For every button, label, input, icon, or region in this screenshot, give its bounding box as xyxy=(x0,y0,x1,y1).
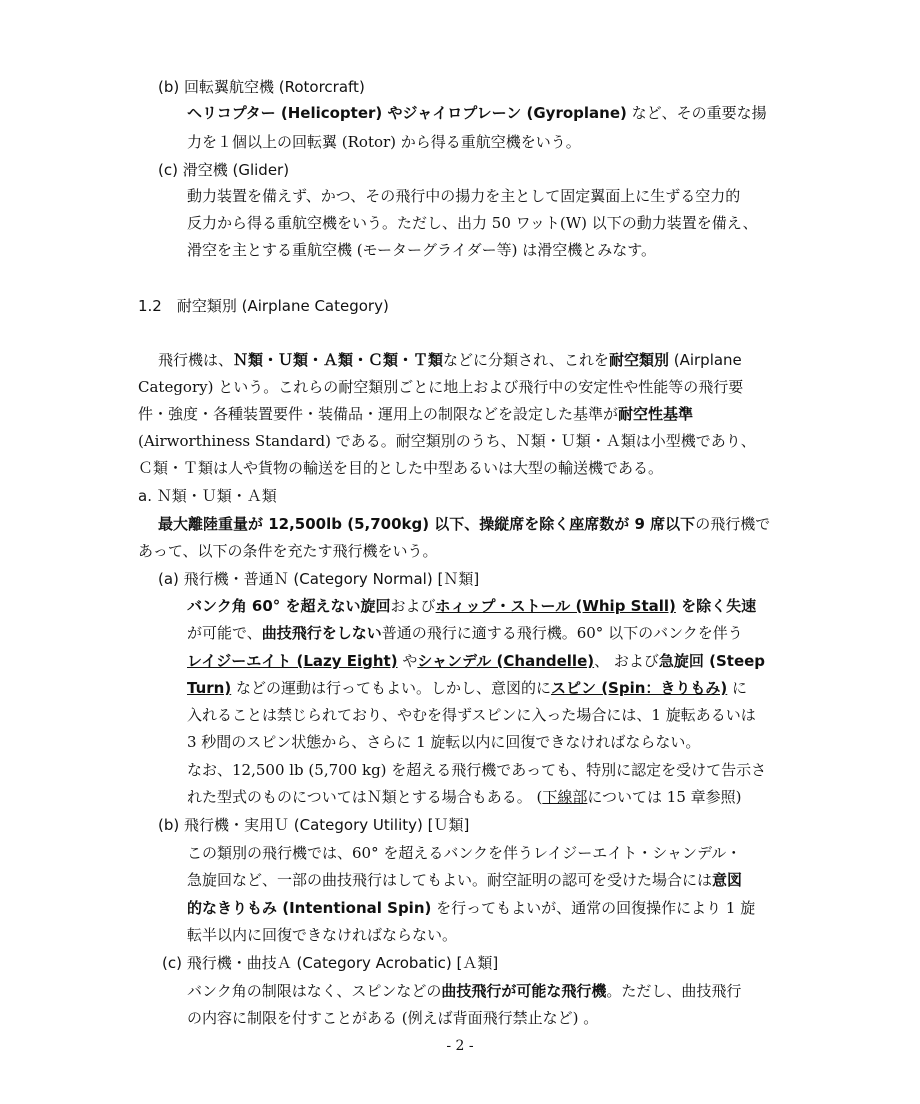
utility-line-2: 急旋回など、一部の曲技飛行はしてもよい。耐空証明の認可を受けた場合には意図 xyxy=(187,871,743,889)
rotorcraft-line-2: 力を１個以上の回転翼 (Rotor) から得る重航空機をいう。 xyxy=(187,133,581,151)
normal-label: (a) 飛行機・普通Ｎ (Category Normal) [Ｎ類] xyxy=(158,570,480,588)
normal-line-1: バンク角 60° を超えない旋回およびホィップ・ストール (Whip Stall) を除く失速 xyxy=(187,597,757,615)
acrobatic-line-2: の内容に制限を付すことがある (例えば背面飛行禁止など) 。 xyxy=(187,1009,599,1027)
nua-label: a. Ｎ類・Ｕ類・Ａ類 xyxy=(138,487,277,505)
nua-line-1: 最大離陸重量が 12,500lb (5,700kg) 以下、操縦席を除く座席数が 9 席以下の飛行機で xyxy=(158,515,771,533)
utility-line-1: この類別の飛行機では、60° を超えるバンクを伴うレイジーエイト・シャンデル・ xyxy=(187,844,742,862)
nua-line-2: あって、以下の条件を充たす飛行機をいう。 xyxy=(138,542,438,560)
normal-line-8: れた型式のものについてはＮ類とする場合もある。 (下線部については 15 章参照) xyxy=(187,788,742,806)
section-para-line-3: 件・強度・各種装置要件・装備品・運用上の制限などを設定した基準が耐空性基準 xyxy=(138,405,694,423)
acrobatic-label: (c) 飛行機・曲技Ａ (Category Acrobatic) [Ａ類] xyxy=(162,954,499,972)
normal-line-2: が可能で、曲技飛行をしない普通の飛行に適する飛行機。60° 以下のバンクを伴う xyxy=(187,624,743,642)
rotorcraft-term: ヘリコプター (Helicopter) やジャイロプレーン (Gyroplane) xyxy=(187,104,627,122)
glider-line-3: 滑空を主とする重航空機 (モーターグライダー等) は滑空機とみなす。 xyxy=(187,241,656,259)
rotorcraft-label: (b) 回転翼航空機 (Rotorcraft) xyxy=(158,78,365,96)
utility-line-3: 的なきりもみ (Intentional Spin) を行ってもよいが、通常の回復操作により 1 旋 xyxy=(187,899,756,917)
section-heading: 1.2 耐空類別 (Airplane Category) xyxy=(138,297,389,315)
normal-line-5: 入れることは禁じられており、やむを得ずスピンに入った場合には、1 旋転あるいは xyxy=(187,706,756,724)
utility-label: (b) 飛行機・実用Ｕ (Category Utility) [Ｕ類] xyxy=(158,816,470,834)
page-number: - 2 - xyxy=(446,1038,474,1054)
section-para-line-1: 飛行機は、Ｎ類・Ｕ類・Ａ類・Ｃ類・Ｔ類などに分類され、これを耐空類別 (Airplane xyxy=(158,351,742,369)
normal-line-6: 3 秒間のスピン状態から、さらに 1 旋転以内に回復できなければならない。 xyxy=(187,733,701,751)
normal-line-3: レイジーエイト (Lazy Eight) やシャンデル (Chandelle)、 および急旋回 (Steep xyxy=(187,652,766,670)
section-para-line-4: (Airworthiness Standard) である。耐空類別のうち、Ｎ類・Ｕ類・Ａ類は小型機であり、 xyxy=(138,432,756,450)
glider-line-1: 動力装置を備えず、かつ、その飛行中の揚力を主として固定翼面上に生ずる空力的 xyxy=(187,187,741,205)
normal-line-4: Turn) などの運動は行ってもよい。しかし、意図的にスピン (Spin：きりもみ) に xyxy=(187,679,748,697)
section-para-line-5: Ｃ類・Ｔ類は人や貨物の輸送を目的とした中型あるいは大型の輸送機である。 xyxy=(138,459,664,477)
rotorcraft-line-1: ヘリコプター (Helicopter) やジャイロプレーン (Gyroplane) など、その重要な揚 xyxy=(187,104,767,122)
glider-label: (c) 滑空機 (Glider) xyxy=(158,161,290,179)
glider-line-2: 反力から得る重航空機をいう。ただし、出力 50 ワット(W) 以下の動力装置を備え、 xyxy=(187,214,758,232)
normal-line-7: なお、12,500 lb (5,700 kg) を超える飛行機であっても、特別に認定を受けて告示さ xyxy=(187,761,767,779)
acrobatic-line-1: バンク角の制限はなく、スピンなどの曲技飛行が可能な飛行機。ただし、曲技飛行 xyxy=(187,982,742,1000)
section-para-line-2: Category) という。これらの耐空類別ごとに地上および飛行中の安定性や性能等の飛行要 xyxy=(138,378,744,396)
utility-line-4: 転半以内に回復できなければならない。 xyxy=(187,926,458,944)
